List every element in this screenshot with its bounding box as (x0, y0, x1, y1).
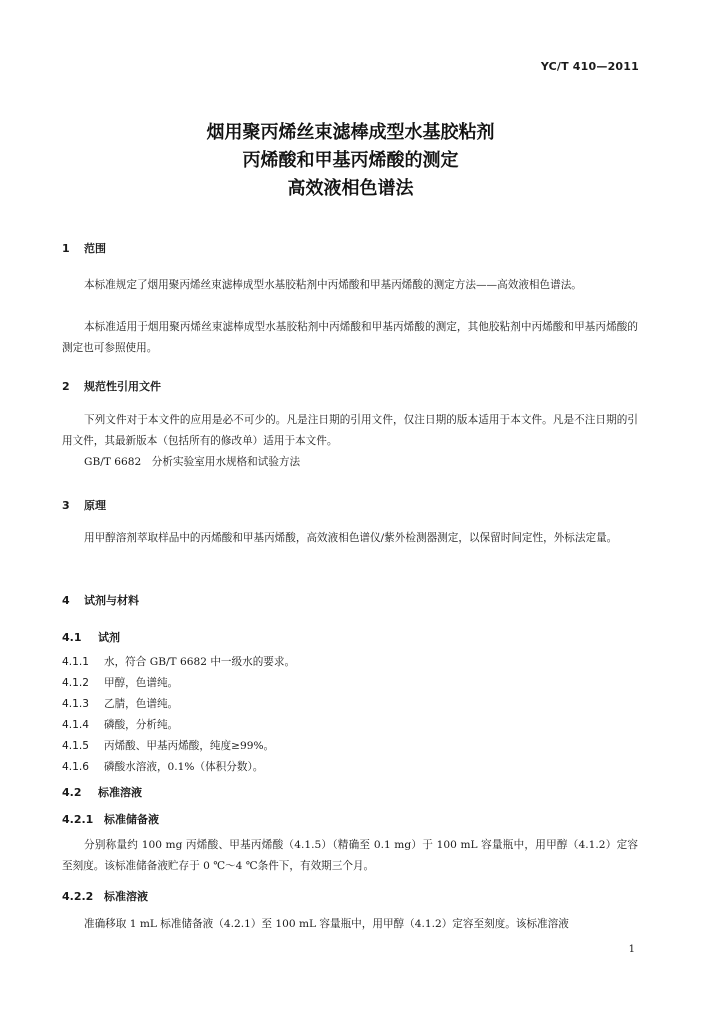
subsection-title: 标准储备液 (104, 813, 159, 826)
section-number: 2 (62, 380, 70, 393)
item-text: 磷酸，分析纯。 (104, 719, 179, 731)
item-number: 4.1.3 (62, 698, 89, 710)
reagent-item (62, 715, 638, 736)
subsection-4-2-2-paragraph: 准确移取 1 mL 标准储备液（4.2.1）至 100 mL 容量瓶中，用甲醇（4.1.2）定容至刻度。该标准溶液 (84, 918, 569, 930)
reagent-item (62, 673, 638, 694)
section-4-heading (62, 592, 139, 608)
section-1-paragraph-2: 本标准适用于烟用聚丙烯丝束滤棒成型水基胶粘剂中丙烯酸和甲基丙烯酸的测定，其他胶粘剂中丙烯酸和甲基丙烯酸的测定也可参照使用。 (62, 321, 638, 354)
section-number: 4 (62, 594, 70, 607)
item-text: 丙烯酸、甲基丙烯酸，纯度≥99%。 (104, 740, 275, 752)
item-text: 甲醇，色谱纯。 (104, 677, 179, 689)
item-number: 4.1.1 (62, 656, 89, 668)
title-line-2: 丙烯酸和甲基丙烯酸的测定 (242, 150, 459, 171)
subsection-title: 试剂 (98, 631, 120, 644)
item-number: 4.1.2 (62, 677, 89, 689)
item-number: 4.1.6 (62, 761, 89, 773)
section-2-paragraph-1: 下列文件对于本文件的应用是必不可少的。凡是注日期的引用文件，仅注日期的版本适用于本文件。凡是不注日期的引用文件，其最新版本（包括所有的修改单）适用于本文件。 (62, 414, 638, 447)
reagent-item (62, 652, 638, 673)
subsection-4-2-1-heading (62, 811, 159, 827)
item-number: 4.1.5 (62, 740, 89, 752)
item-number: 4.1.4 (62, 719, 89, 731)
item-text: 磷酸水溶液，0.1%（体积分数）。 (104, 761, 264, 773)
subsection-number: 4.1 (62, 631, 82, 644)
section-number: 3 (62, 499, 70, 512)
subsection-number: 4.2.1 (62, 813, 94, 826)
subsection-4-1-heading (62, 629, 120, 645)
page-number: 1 (628, 944, 635, 955)
subsection-4-2-heading (62, 784, 142, 800)
subsection-title: 标准溶液 (98, 786, 142, 799)
section-title: 原理 (84, 499, 106, 512)
reagent-item (62, 757, 638, 778)
section-3-paragraph-1: 用甲醇溶剂萃取样品中的丙烯酸和甲基丙烯酸，高效液相色谱仪/紫外检测器测定，以保留时间定性，外标法定量。 (84, 532, 618, 544)
normative-reference: GB/T 6682 分析实验室用水规格和试验方法 (84, 456, 301, 468)
section-2-heading (62, 378, 161, 394)
section-1-paragraph-1: 本标准规定了烟用聚丙烯丝束滤棒成型水基胶粘剂中丙烯酸和甲基丙烯酸的测定方法——高效液相色谱法。 (84, 279, 582, 291)
item-text: 乙腈，色谱纯。 (104, 698, 179, 710)
subsection-4-2-1-paragraph: 分别称量约 100 mg 丙烯酸、甲基丙烯酸（4.1.5）（精确至 0.1 mg）于 100 mL 容量瓶中，用甲醇（4.1.2）定容至刻度。该标准储备液贮存于 0 ℃～4 ℃条件下，有效期三个月。 (62, 839, 638, 872)
title-line-3: 高效液相色谱法 (287, 178, 414, 199)
section-number: 1 (62, 242, 70, 255)
section-title: 试剂与材料 (84, 594, 139, 607)
reagent-item (62, 694, 638, 715)
item-text: 水，符合 GB/T 6682 中一级水的要求。 (104, 656, 296, 668)
section-title: 范围 (84, 242, 106, 255)
subsection-title: 标准溶液 (104, 890, 148, 903)
section-3-heading (62, 497, 106, 513)
section-title: 规范性引用文件 (84, 380, 161, 393)
reagent-item (62, 736, 638, 757)
subsection-number: 4.2 (62, 786, 82, 799)
title-line-1: 烟用聚丙烯丝束滤棒成型水基胶粘剂 (206, 122, 495, 143)
standard-code: YC/T 410—2011 (540, 60, 639, 73)
subsection-4-2-2-heading (62, 888, 148, 904)
section-1-heading (62, 240, 106, 256)
subsection-number: 4.2.2 (62, 890, 94, 903)
